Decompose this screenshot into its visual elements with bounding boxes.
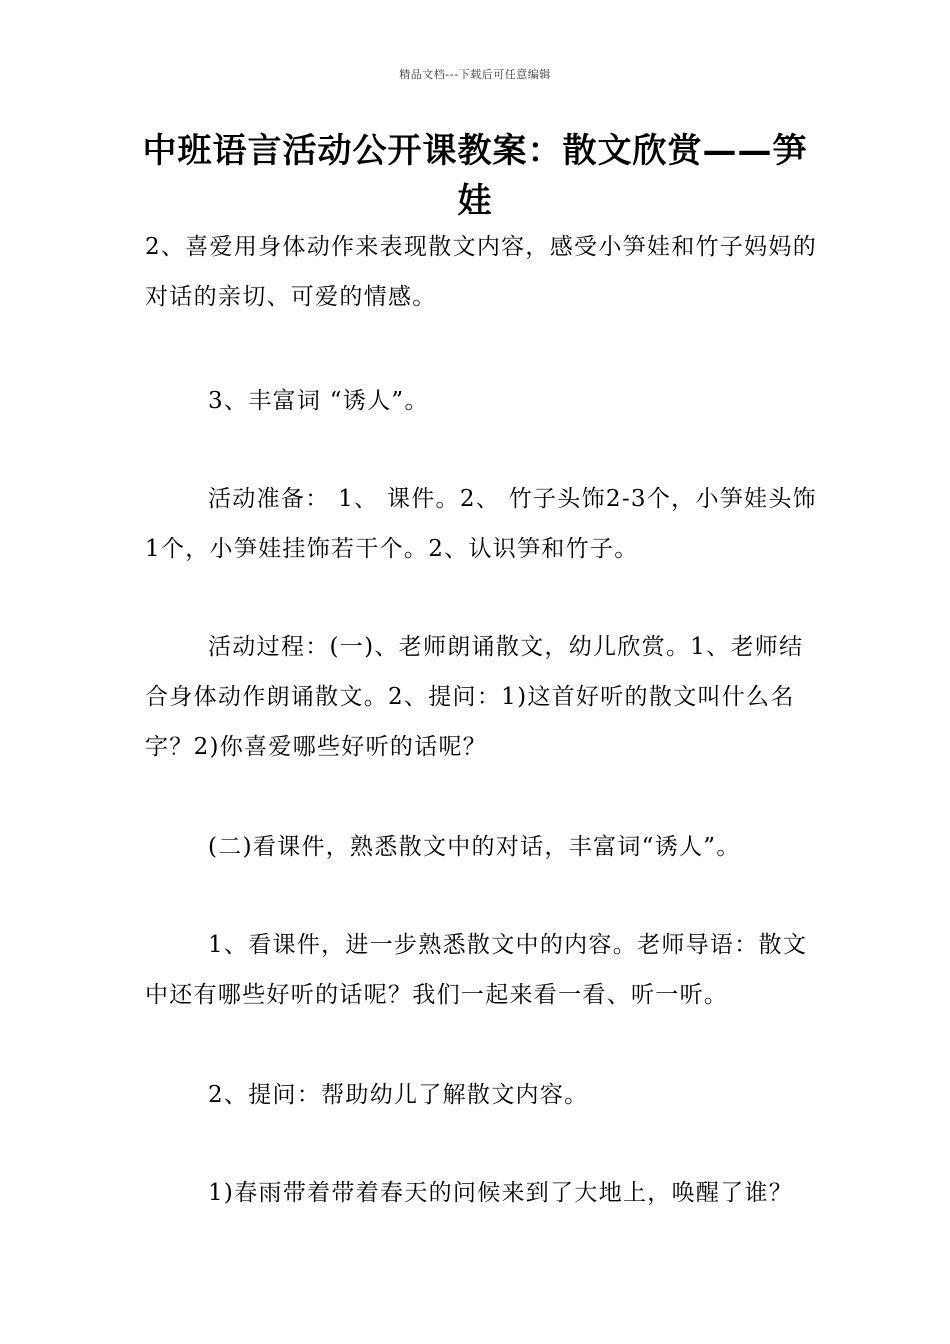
paragraph-4: 活动过程：(一)、老师朗诵散文，幼儿欣赏。1、老师结合身体动作朗诵散文。2、提问：1)这首好听的散文叫什么名字？2)你喜爱哪些好听的话呢？ [145, 634, 804, 760]
page-title: 中班语言活动公开课教案：散文欣赏——笋娃 [142, 131, 808, 221]
paragraph-5: (二)看课件，熟悉散文中的对话，丰富词“诱人”。 [208, 834, 741, 860]
paragraph-1: 2、喜爱用身体动作来表现散文内容，感受小笋娃和竹子妈妈的对话的亲切、可爱的情感。 [145, 234, 818, 310]
paragraph-2: 3、丰富词 “诱人”。 [208, 388, 429, 414]
header-note: 精品文档---下载后可任意编辑 [399, 68, 551, 81]
paragraph-6: 1、看课件，进一步熟悉散文中的内容。老师导语：散文中还有哪些好听的话呢？我们一起来看一看、听一听。 [145, 932, 808, 1008]
paragraph-3: 活动准备： 1、 课件。2、 竹子头饰2-3个，小笋娃头饰1个，小笋娃挂饰若干个。2、认识笋和竹子。 [145, 486, 817, 562]
paragraph-8: 1)春雨带着带着春天的问候来到了大地上，唤醒了谁？ [208, 1180, 794, 1206]
paragraph-7: 2、提问：帮助幼儿了解散文内容。 [208, 1082, 589, 1108]
